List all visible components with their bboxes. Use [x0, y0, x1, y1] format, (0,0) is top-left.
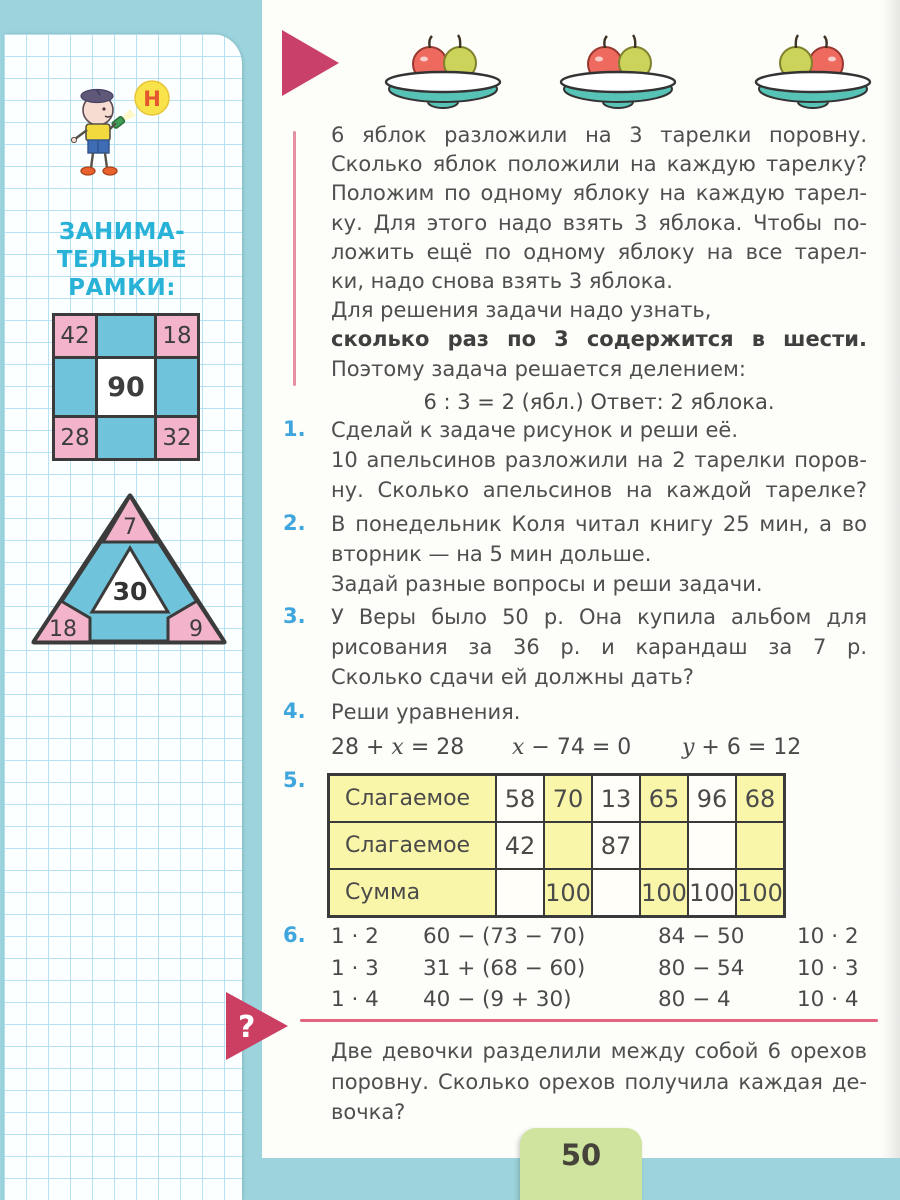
equation: 28 + x = 28	[331, 735, 465, 761]
table-cell	[641, 823, 687, 868]
problem-number: 3.	[283, 604, 306, 628]
text-line: ку. Для этого надо взять 3 яблока. Чтобы по-	[331, 210, 867, 235]
text-line: Положим по одному яблоку на каждую тарел-	[331, 181, 867, 206]
problem-5	[283, 766, 867, 918]
table-cell: 65	[641, 776, 687, 821]
equation: x − 74 = 0	[512, 735, 632, 761]
square-corner-bottom-left: 28	[55, 418, 95, 458]
table-cell: 100	[689, 870, 735, 915]
text-line: 6 яблок разложили на 3 тарелки поровну.	[331, 123, 867, 147]
text-line: 10 апельсинов разложили на 2 тарелки поров-	[331, 448, 867, 473]
table-cell: 96	[689, 776, 735, 821]
problem-number: 4.	[283, 699, 306, 723]
square-corner-bottom-right: 32	[157, 418, 197, 458]
expression-column: 1 · 2 1 · 3 1 · 4	[331, 924, 379, 1012]
square-edge-left	[55, 359, 95, 415]
text-line-bold: сколько раз по 3 содержится в шести.	[331, 327, 867, 352]
text-line: Для решения задачи надо узнать,	[331, 298, 712, 323]
square-center-value: 90	[98, 359, 154, 415]
expression-column: 84 − 50 80 − 54 80 − 4	[658, 924, 745, 1012]
problem-2	[283, 509, 867, 600]
text-line: рисования за 36 р. и карандаш за 7 р.	[331, 635, 867, 660]
text-line: Сколько сдачи ей должны дать?	[331, 665, 694, 690]
text-line: Сколько яблок положили на каждую тарелку?	[331, 152, 867, 177]
badge-letter: Н	[143, 87, 161, 111]
heading-line: ЗАНИМА-	[58, 219, 186, 245]
expression-column: 10 · 2 10 · 3 10 · 4	[797, 924, 859, 1012]
textbook-page	[262, 0, 900, 1158]
problem-3	[283, 602, 867, 693]
square-edge-right	[157, 359, 197, 415]
apples-plate-illustration	[549, 26, 687, 120]
expression-columns	[331, 921, 867, 1016]
footer-question	[331, 1036, 867, 1128]
triangle-frame-puzzle	[28, 490, 228, 650]
table-cell: 100	[545, 870, 591, 915]
table-cell	[737, 823, 783, 868]
table-cell	[497, 870, 543, 915]
problem-1	[283, 415, 867, 506]
table-cell: 100	[737, 870, 783, 915]
table-cell: 42	[497, 823, 543, 868]
table-cell	[545, 823, 591, 868]
table-row-label: Слагаемое	[330, 823, 495, 868]
problem-number: 1.	[283, 417, 306, 441]
problem-4	[283, 697, 867, 760]
table-cell: 13	[593, 776, 639, 821]
sidebar-grid-paper	[4, 34, 242, 1200]
text-line: Реши уравнения.	[331, 700, 521, 724]
page-number-tab	[520, 1128, 642, 1200]
table-cell: 68	[737, 776, 783, 821]
text-line: поровну. Сколько орехов получила каждая де-	[331, 1069, 867, 1094]
table-cell: 58	[497, 776, 543, 821]
example-solution: 6 : 3 = 2 (ябл.) Ответ: 2 яблока.	[423, 389, 775, 414]
page-edge-shadow	[882, 0, 900, 1158]
triangle-corner-bottom-right: 9	[189, 617, 203, 642]
question-glyph: ?	[238, 1010, 256, 1045]
square-edge-top	[98, 316, 154, 356]
text-line: В понедельник Коля читал книгу 25 мин, а во	[331, 512, 867, 536]
text-line: Поэтому задача решается делением:	[331, 356, 746, 381]
text-line: ложить ещё по одному яблоку на все тарел-	[331, 239, 867, 264]
worked-example	[331, 121, 867, 417]
text-line: У Веры было 50 р. Она купила альбом для	[331, 605, 867, 629]
square-corner-top-left: 42	[55, 316, 95, 356]
boy-flashlight-illustration	[60, 78, 178, 182]
table-cell: 87	[593, 823, 639, 868]
section-marker-icon	[282, 30, 340, 96]
heading-line: РАМКИ:	[68, 275, 176, 301]
apples-plate-illustration	[374, 26, 512, 120]
square-edge-bottom	[98, 418, 154, 458]
problem-number: 6.	[283, 923, 306, 947]
equation: y + 6 = 12	[682, 735, 802, 761]
table-row-label: Сумма	[330, 870, 495, 915]
table-cell: 100	[641, 870, 687, 915]
text-line: ну. Сколько апельсинов на каждой тарелке?	[331, 478, 867, 503]
triangle-center-value: 30	[112, 577, 148, 606]
square-corner-top-right: 18	[157, 316, 197, 356]
question-marker-icon	[226, 988, 294, 1064]
text-line: ки, надо снова взять 3 яблока.	[331, 269, 673, 294]
triangle-corner-bottom-left: 18	[49, 617, 77, 642]
table-cell	[689, 823, 735, 868]
text-line: Две девочки разделили между собой 6 орехов	[331, 1039, 867, 1063]
text-line: вочка?	[331, 1100, 406, 1124]
sidebar-heading	[12, 218, 232, 302]
text-line: Задай разные вопросы и реши задачи.	[331, 572, 763, 597]
heading-line: ТЕЛЬНЫЕ	[56, 247, 188, 273]
problem-number: 5.	[283, 768, 306, 792]
table-cell: 70	[545, 776, 591, 821]
addition-table	[327, 773, 786, 918]
footer-rule-line	[300, 1019, 878, 1022]
example-rule-line	[293, 131, 296, 386]
expression-column: 60 − (73 − 70) 31 + (68 − 60) 40 − (9 + 30)	[423, 924, 586, 1012]
triangle-corner-top: 7	[123, 515, 137, 540]
table-cell	[593, 870, 639, 915]
problem-6	[283, 921, 867, 1016]
text-line: Сделай к задаче рисунок и реши её.	[331, 418, 739, 442]
page-number: 50	[560, 1138, 602, 1172]
problem-number: 2.	[283, 511, 306, 535]
square-frame-puzzle	[52, 313, 200, 461]
apples-plate-illustration	[744, 26, 882, 120]
table-row-label: Слагаемое	[330, 776, 495, 821]
equations-row	[331, 735, 867, 760]
text-line: вторник — на 5 мин дольше.	[331, 542, 652, 567]
